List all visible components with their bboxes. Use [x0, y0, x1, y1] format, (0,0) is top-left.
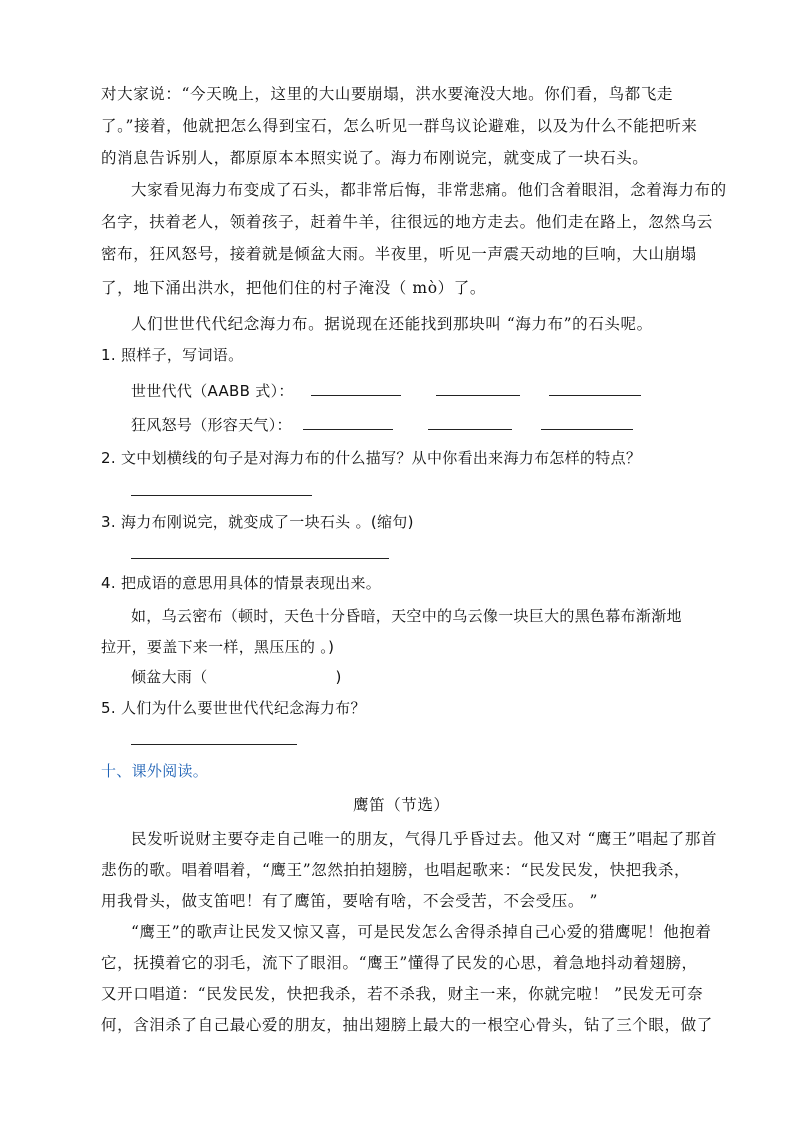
- passage-line-1: 对大家说：“今天晚上，这里的大山要崩塌，洪水要淹没大地。你们看，鸟都飞走: [101, 85, 674, 103]
- reading-title: 鹰笛（节选）: [353, 796, 450, 814]
- passage-line-7: 了，地下涌出洪水，把他们住的村子淹没（ mò）了。: [101, 279, 486, 297]
- question-1-label: 1. 照样子，写词语。: [101, 346, 244, 364]
- question-5-label: 5. 人们为什么要世世代代纪念海力布？: [101, 699, 366, 717]
- question-2-label: 2. 文中划横线的句子是对海力布的什么描写？从中你看出来海力布怎样的特点？: [101, 449, 642, 467]
- reading-line-7: 何，含泪杀了自己最心爱的朋友，抽出翅膀上最大的一根空心骨头，钻了三个眼，做了: [101, 1016, 713, 1034]
- answer-blank[interactable]: [311, 383, 401, 396]
- passage-line-3: 的消息告诉别人，都原原本本照实说了。海力布刚说完，就变成了一块石头。: [101, 149, 649, 167]
- question-3-answer-row: [131, 546, 389, 564]
- answer-blank[interactable]: [436, 383, 520, 396]
- passage-line-2: 了。”接着，他就把怎么得到宝石，怎么听见一群鸟议论避难，以及为什么不能把听来: [101, 117, 698, 135]
- reading-line-2: 悲伤的歌。唱着唱着，“鹰王”忽然拍拍翅膀，也唱起歌来：“民发民发，快把我杀，: [101, 861, 691, 879]
- question-4-example-line-1: 如，乌云密布（顿时，天色十分昏暗，天空中的乌云像一块巨大的黑色幕布渐渐地: [131, 607, 682, 625]
- answer-blank[interactable]: [549, 383, 641, 396]
- question-4-item-text: 倾盆大雨（: [131, 668, 208, 686]
- passage-line-8: 人们世世代代纪念海力布。据说现在还能找到那块叫 “海力布”的石头呢。: [131, 315, 653, 333]
- reading-line-4: “鹰王”的歌声让民发又惊又喜，可是民发怎么舍得杀掉自己心爱的猎鹰呢！他抱着: [131, 923, 712, 941]
- passage-line-4: 大家看见海力布变成了石头，都非常后悔，非常悲痛。他们含着眼泪，念着海力布的: [131, 181, 727, 199]
- question-1-row-2-prompt: 狂风怒号（形容天气）：: [131, 416, 292, 434]
- question-1-row-1-prompt: 世世代代（AABB 式）：: [131, 382, 294, 400]
- question-4-example-line-2: 拉开，要盖下来一样，黑压压的 。): [101, 638, 335, 656]
- question-4-label: 4. 把成语的意思用具体的情景表现出来。: [101, 574, 382, 592]
- reading-line-3: 用我骨头，做支笛吧！有了鹰笛，要啥有啥，不会受苦，不会受压。 ”: [101, 892, 599, 910]
- reading-line-1: 民发听说财主要夺走自己唯一的朋友，气得几乎昏过去。他又对 “鹰王”唱起了那首: [131, 830, 718, 848]
- reading-line-6: 又开口唱道：“民发民发，快把我杀，若不杀我，财主一来，你就完啦！ ”民发无可奈: [101, 985, 704, 1003]
- answer-blank[interactable]: [303, 417, 393, 430]
- answer-blank[interactable]: [131, 483, 312, 496]
- section-10-heading: 十、课外阅读。: [101, 762, 209, 780]
- answer-blank[interactable]: [131, 732, 297, 745]
- answer-blank[interactable]: [541, 417, 633, 430]
- reading-line-5: 它，抚摸着它的羽毛，流下了眼泪。“鹰王”懂得了民发的心思，着急地抖动着翅膀，: [101, 954, 698, 972]
- answer-blank[interactable]: [131, 546, 389, 559]
- question-1-row-1: [131, 380, 641, 401]
- question-4-item: [131, 666, 342, 687]
- question-1-row-2: [131, 414, 633, 435]
- question-4-item-close: ): [335, 668, 342, 686]
- question-2-answer-row: [131, 483, 312, 501]
- passage-line-5: 名字，扶着老人，领着孩子，赶着牛羊，往很远的地方走去。他们走在路上，忽然乌云: [101, 213, 713, 231]
- question-5-answer-row: [131, 732, 297, 750]
- answer-blank[interactable]: [428, 417, 512, 430]
- question-3-label: 3. 海力布刚说完，就变成了一块石头 。(缩句): [101, 513, 414, 531]
- passage-line-6: 密布，狂风怒号，接着就是倾盆大雨。半夜里，听见一声震天动地的巨响，大山崩塌: [101, 245, 697, 263]
